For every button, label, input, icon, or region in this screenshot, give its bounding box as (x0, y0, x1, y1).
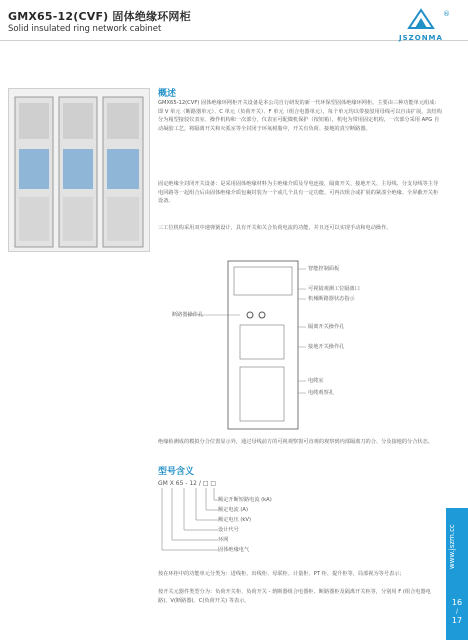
diagram-caption: 绝缘检测成的模拟分合位置显示外，通过母线前方的可视观察窗可直观的观察到内部隔离刀的合、分及接地的分合状态。 (158, 439, 433, 445)
model-bracket-lines (158, 488, 218, 558)
company-logo (388, 8, 454, 42)
page-numbers (446, 598, 468, 625)
page-title: GMX65-12(CVF) 固体绝缘环网柜 (8, 10, 191, 23)
page-subtitle: Solid insulated ring network cabinet (8, 24, 162, 34)
model-code: GM X 65 - 12 / □ □ (158, 480, 217, 487)
diagram-label-breaker: 断路器操作孔 (172, 312, 204, 318)
model-label-3: 额定电压 (kV) (218, 517, 251, 523)
page-separator: / (455, 608, 459, 615)
diagram-label-indicator: 机械断路器状态指示 (308, 296, 355, 302)
diagram-drawing (148, 255, 444, 435)
overview-paragraph-2: 固定绝缘全封闭开关设备：是采用固体绝缘材料为主绝缘介质及导电连接，隔离开关、接地开关、主母线、分支母线等主导电回路等一起组合后由固体绝缘介质包裹封装为一个或几个具有一定功能、可再次组合或扩展的紧凑全绝缘、全屏蔽开关柜设备。 (158, 181, 439, 205)
diagram-label-cable-room: 电缆室 (308, 378, 324, 384)
model-label-2: 额定电流 (A) (218, 507, 248, 513)
diagram-label-cable-window: 电缆观察孔 (308, 390, 334, 396)
website-url: www.jszm.cc (448, 524, 456, 570)
diagram-label-control-panel: 智能控制面板 (308, 266, 340, 272)
cabinet-diagram (148, 255, 444, 435)
overview-paragraph-3: 三工位机构采用双中速弹簧设计，具有开关和关合负荷电流的功能，并且还可以实现手动和电动操作。 (158, 225, 392, 231)
model-heading: 型号含义 (158, 467, 195, 477)
diagram-label-earthing: 接地开关操作孔 (308, 344, 345, 350)
page-number-left: 16 (451, 598, 463, 607)
page-number-right: 17 (451, 616, 463, 625)
logo-icon (407, 8, 435, 30)
model-label-4: 设计代号 (218, 527, 239, 533)
overview-heading: 概述 (158, 89, 177, 99)
logo-text: JSZONMA (399, 34, 443, 42)
model-note-1: 按在环柜中的功能单元分类为：进线柜、出线柜、母联柜、计量柜、PT 柜、提升柜等，局部视为等号表示； (158, 571, 405, 577)
diagram-label-isolator: 隔离开关操作孔 (308, 324, 345, 330)
cabinet-illustration (9, 89, 149, 251)
model-note-2: 按开关元器件类型分为：负荷开关柜、负荷开关 - 熔断器组合电器柜、断路器柜及隔离开关柜等，分别用 F (组合电器电路)、V(断路器)、C(负荷开关) 等表示。 (158, 589, 431, 604)
model-label-6: 固体绝缘电气 (218, 547, 250, 553)
overview-paragraph-1: GMX65-12(CVF) 固体绝缘环网柜开关设备是本公司自行研发的新一代环保型固体绝缘环网柜。主要由三种功能单元组成：即 V 单元（断路器单元）、C 单元（负荷开关）、F 单元（组合电器单元），每个单元均以带接驳用母线可以自由扩展，其结构分为箱型接驳仪表室、操作机构和一次部分，仪表室可配微机保护（按钮箱），机电为带用固定机构，一次部分采用 APG 自动凝胶工艺，将隔离开关和灭弧室等全封闭于环氧树脂中，开关有负荷、接地的真空断路器。 (158, 100, 442, 132)
product-photo (8, 88, 150, 252)
registered-mark: ® (443, 10, 450, 18)
model-label-5: 环网 (218, 537, 229, 543)
model-label-1: 额定开断短路电流 (kA) (218, 497, 272, 503)
diagram-label-viewport: 可视镜观测工位隔离口 (308, 286, 360, 292)
